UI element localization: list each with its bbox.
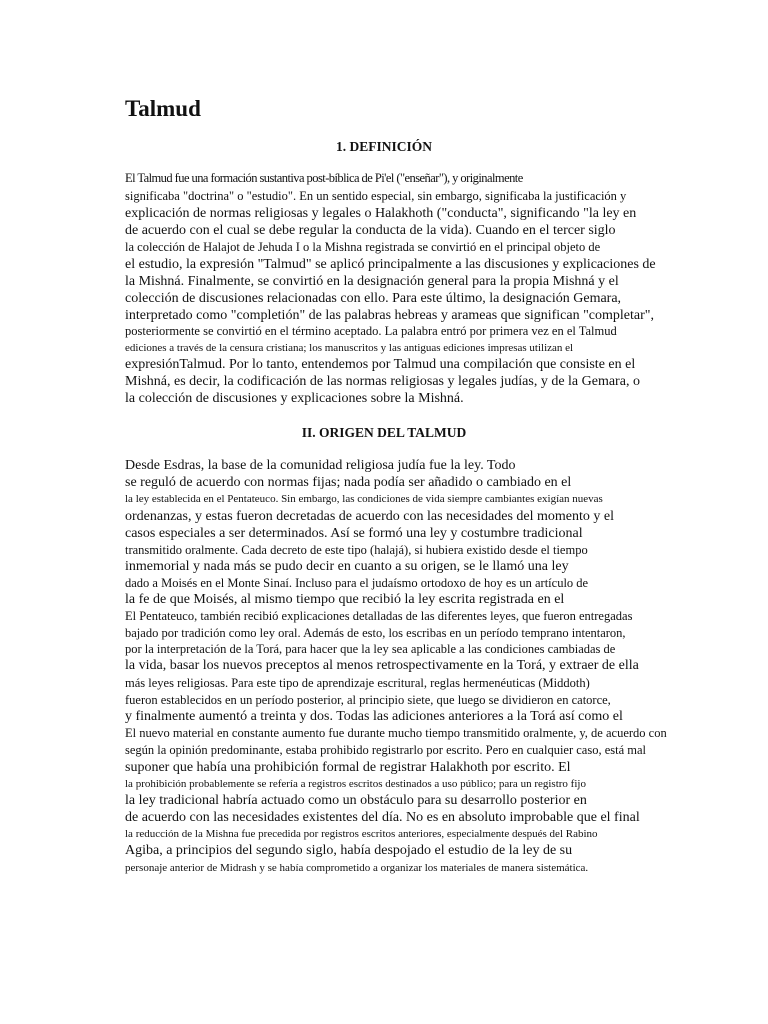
paragraph-line: Mishná, es decir, la codificación de las normas religiosas y legales judías, y de la Gemara, o <box>125 374 640 389</box>
paragraph-line: Desde Esdras, la base de la comunidad religiosa judía fue la ley. Todo <box>125 458 516 473</box>
paragraph-line: se reguló de acuerdo con normas fijas; nada podía ser añadido o cambiado en el <box>125 475 572 490</box>
paragraph-line: de acuerdo con las necesidades existentes del día. No es en absoluto improbable que el final <box>125 810 640 825</box>
paragraph-line: personaje anterior de Midrash y se había comprometido a organizar los materiales de manera sistemática. <box>125 862 589 874</box>
paragraph-line: la prohibición probablemente se refería a registros escritos destinados a uso público; para un registro fijo <box>125 778 586 790</box>
paragraph-line: expresiónTalmud. Por lo tanto, entendemos por Talmud una compilación que consiste en el <box>125 357 636 372</box>
paragraph-line: la ley tradicional habría actuado como un obstáculo para su desarrollo posterior en <box>125 793 587 808</box>
paragraph-line: Agiba, a principios del segundo siglo, había despojado el estudio de la ley de su <box>125 843 573 858</box>
paragraph-line: significaba "doctrina" o "estudio". En un sentido especial, sin embargo, significaba la justificación y <box>125 189 627 203</box>
paragraph-line: ediciones a través de la censura cristiana; los manuscritos y las antiguas ediciones impresas utilizan el <box>125 342 574 354</box>
paragraph-line: la colección de discusiones y explicaciones sobre la Mishná. <box>125 391 464 406</box>
paragraph-line: de acuerdo con el cual se debe regular la conducta de la vida). Cuando en el tercer siglo <box>125 223 616 238</box>
paragraph-line: la Mishná. Finalmente, se convirtió en la designación general para la propia Mishná y el <box>125 274 619 289</box>
paragraph-line: fueron establecidos en un período posterior, al principio siete, que luego se dividieron en catorce, <box>125 693 611 707</box>
paragraph-line: dado a Moisés en el Monte Sinaí. Incluso para el judaísmo ortodoxo de hoy es un artículo de <box>125 576 589 590</box>
paragraph-line: transmitido oralmente. Cada decreto de este tipo (halajá), si hubiera existido desde el tiempo <box>125 543 588 557</box>
paragraph-line: interpretado como "completión" de las palabras hebreas y arameas que significan "completar", <box>125 308 654 323</box>
paragraph-line: por la interpretación de la Torá, para hacer que la ley sea aplicable a las condiciones cambiadas de <box>125 642 616 656</box>
paragraph-line: la vida, basar los nuevos preceptos al menos retrospectivamente en la Torá, y extraer de ella <box>125 658 639 673</box>
paragraph-line: El nuevo material en constante aumento fue durante mucho tiempo transmitido oralmente, y, de acuerdo con <box>125 726 667 740</box>
paragraph-line: explicación de normas religiosas y legales o Halakhoth ("conducta", significando "la ley en <box>125 206 637 221</box>
paragraph-line: la colección de Halajot de Jehuda I o la Mishna registrada se convirtió en el principal objeto de <box>125 240 601 254</box>
paragraph-line: posteriormente se convirtió en el término aceptado. La palabra entró por primera vez en el Talmud <box>125 324 617 338</box>
paragraph-line: El Pentateuco, también recibió explicaciones detalladas de las diferentes leyes, que fueron entregadas <box>125 609 633 623</box>
section-heading-origen: II. ORIGEN DEL TALMUD <box>301 425 467 440</box>
paragraph-line: bajado por tradición como ley oral. Además de esto, los escribas en un período temprano intentaron, <box>125 626 626 640</box>
paragraph-line: según la opinión predominante, estaba prohibido registrarlo por escrito. Pero en cualquier caso, está mal <box>125 743 647 757</box>
paragraph-line: inmemorial y nada más se pudo decir en cuanto a su origen, se le llamó una ley <box>125 559 569 574</box>
paragraph-line: el estudio, la expresión "Talmud" se aplicó principalmente a las discusiones y explicaciones de <box>125 257 656 272</box>
document-title: Talmud <box>125 96 201 121</box>
paragraph-line: y finalmente aumentó a treinta y dos. Todas las adiciones anteriores a la Torá así como el <box>125 709 623 724</box>
paragraph-line: El Talmud fue una formación sustantiva post-bíblica de Pi'el ("enseñar"), y originalmente <box>125 171 523 185</box>
paragraph-line: la ley establecida en el Pentateuco. Sin embargo, las condiciones de vida siempre cambiantes exigían nuevas <box>125 493 603 505</box>
paragraph-line: ordenanzas, y estas fueron decretadas de acuerdo con las necesidades del momento y el <box>125 509 615 524</box>
section-heading-definicion: 1. DEFINICIÓN <box>335 139 432 154</box>
paragraph-line: casos especiales a ser determinados. Así se formó una ley y costumbre tradicional <box>125 526 583 541</box>
paragraph-line: la reducción de la Mishna fue precedida por registros escritos anteriores, especialmente después del Rabino <box>125 828 598 840</box>
paragraph-line: la fe de que Moisés, al mismo tiempo que recibió la ley escrita registrada en el <box>125 592 565 607</box>
paragraph-line: suponer que había una prohibición formal de registrar Halakhoth por escrito. El <box>125 760 571 775</box>
paragraph-line: más leyes religiosas. Para este tipo de aprendizaje escritural, reglas hermenéuticas (Middoth) <box>125 676 590 690</box>
paragraph-line: colección de discusiones relacionadas con ello. Para este último, la designación Gemara, <box>125 291 622 306</box>
